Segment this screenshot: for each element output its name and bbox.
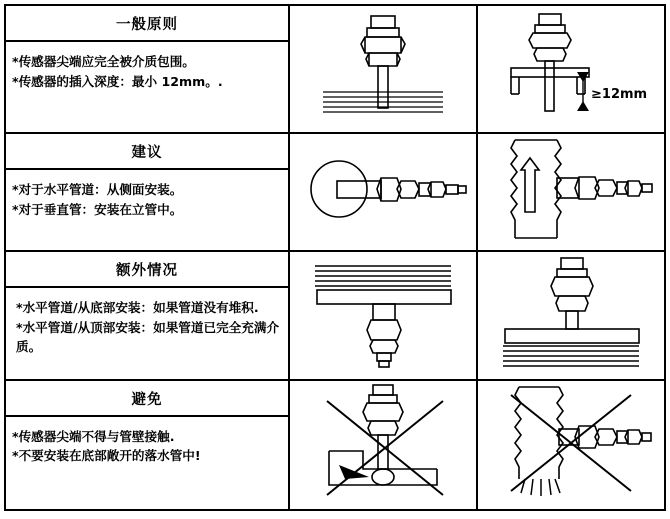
figure-riser-vertical-pipe-mount	[477, 133, 665, 251]
row-text-recommendation	[5, 133, 289, 251]
straight-probe-in-pipe-icon	[293, 6, 473, 126]
bottom-mount-horizontal-pipe-icon	[293, 252, 473, 372]
bullet-line: *水平管道/从顶部安装：如果管道已完全充满介质。	[16, 319, 280, 355]
row-text-avoid	[5, 380, 289, 510]
row-text-extra	[5, 251, 289, 379]
row-bullets	[6, 288, 288, 365]
row-text-general	[5, 5, 289, 133]
row-heading: 建议	[6, 134, 288, 170]
row-bullets	[6, 170, 288, 227]
tip-touching-wall-forbidden-icon	[293, 381, 473, 503]
bullet-line: *水平管道/从底部安装：如果管道没有堆积.	[16, 300, 259, 316]
row-bullets	[6, 42, 288, 99]
bullet-line: *传感器尖端应完全被介质包围。	[12, 54, 195, 69]
figure-tip-touching-wall-forbidden	[289, 380, 477, 510]
guideline-matrix	[4, 4, 666, 511]
figure-side-mount-horizontal-pipe	[289, 133, 477, 251]
diagram-sheet	[0, 4, 670, 519]
row-heading: 一般原则	[6, 6, 288, 42]
insertion-depth-label: ≥12mm	[591, 87, 648, 102]
riser-vertical-pipe-mount-icon	[481, 134, 661, 244]
figure-probe-insertion-depth	[477, 5, 665, 133]
figure-open-drain-pipe-forbidden	[477, 380, 665, 510]
row-bullets	[6, 417, 288, 474]
table-row	[5, 5, 665, 133]
figure-top-mount-horizontal-pipe	[477, 251, 665, 379]
bullet-line: *对于水平管道：从侧面安装。	[12, 182, 183, 198]
probe-insertion-depth-icon	[481, 6, 661, 126]
row-heading: 避免	[6, 381, 288, 417]
bullet-line: *传感器尖端不得与管壁接触.	[12, 428, 175, 444]
row-heading: 额外情况	[6, 252, 288, 288]
table-row	[5, 380, 665, 510]
figure-bottom-mount-horizontal-pipe	[289, 251, 477, 379]
bullet-line: *不要安装在底部敞开的落水管中!	[12, 448, 201, 464]
bullet-line: *对于垂直管：安装在立管中。	[12, 201, 183, 217]
table-row	[5, 133, 665, 251]
table-row	[5, 251, 665, 379]
figure-straight-probe-in-pipe	[289, 5, 477, 133]
side-mount-horizontal-pipe-icon	[293, 134, 473, 244]
top-mount-horizontal-pipe-icon	[481, 252, 661, 372]
open-drain-pipe-forbidden-icon	[481, 381, 661, 503]
bullet-line: *传感器的插入深度：最小 12mm。.	[12, 73, 223, 89]
